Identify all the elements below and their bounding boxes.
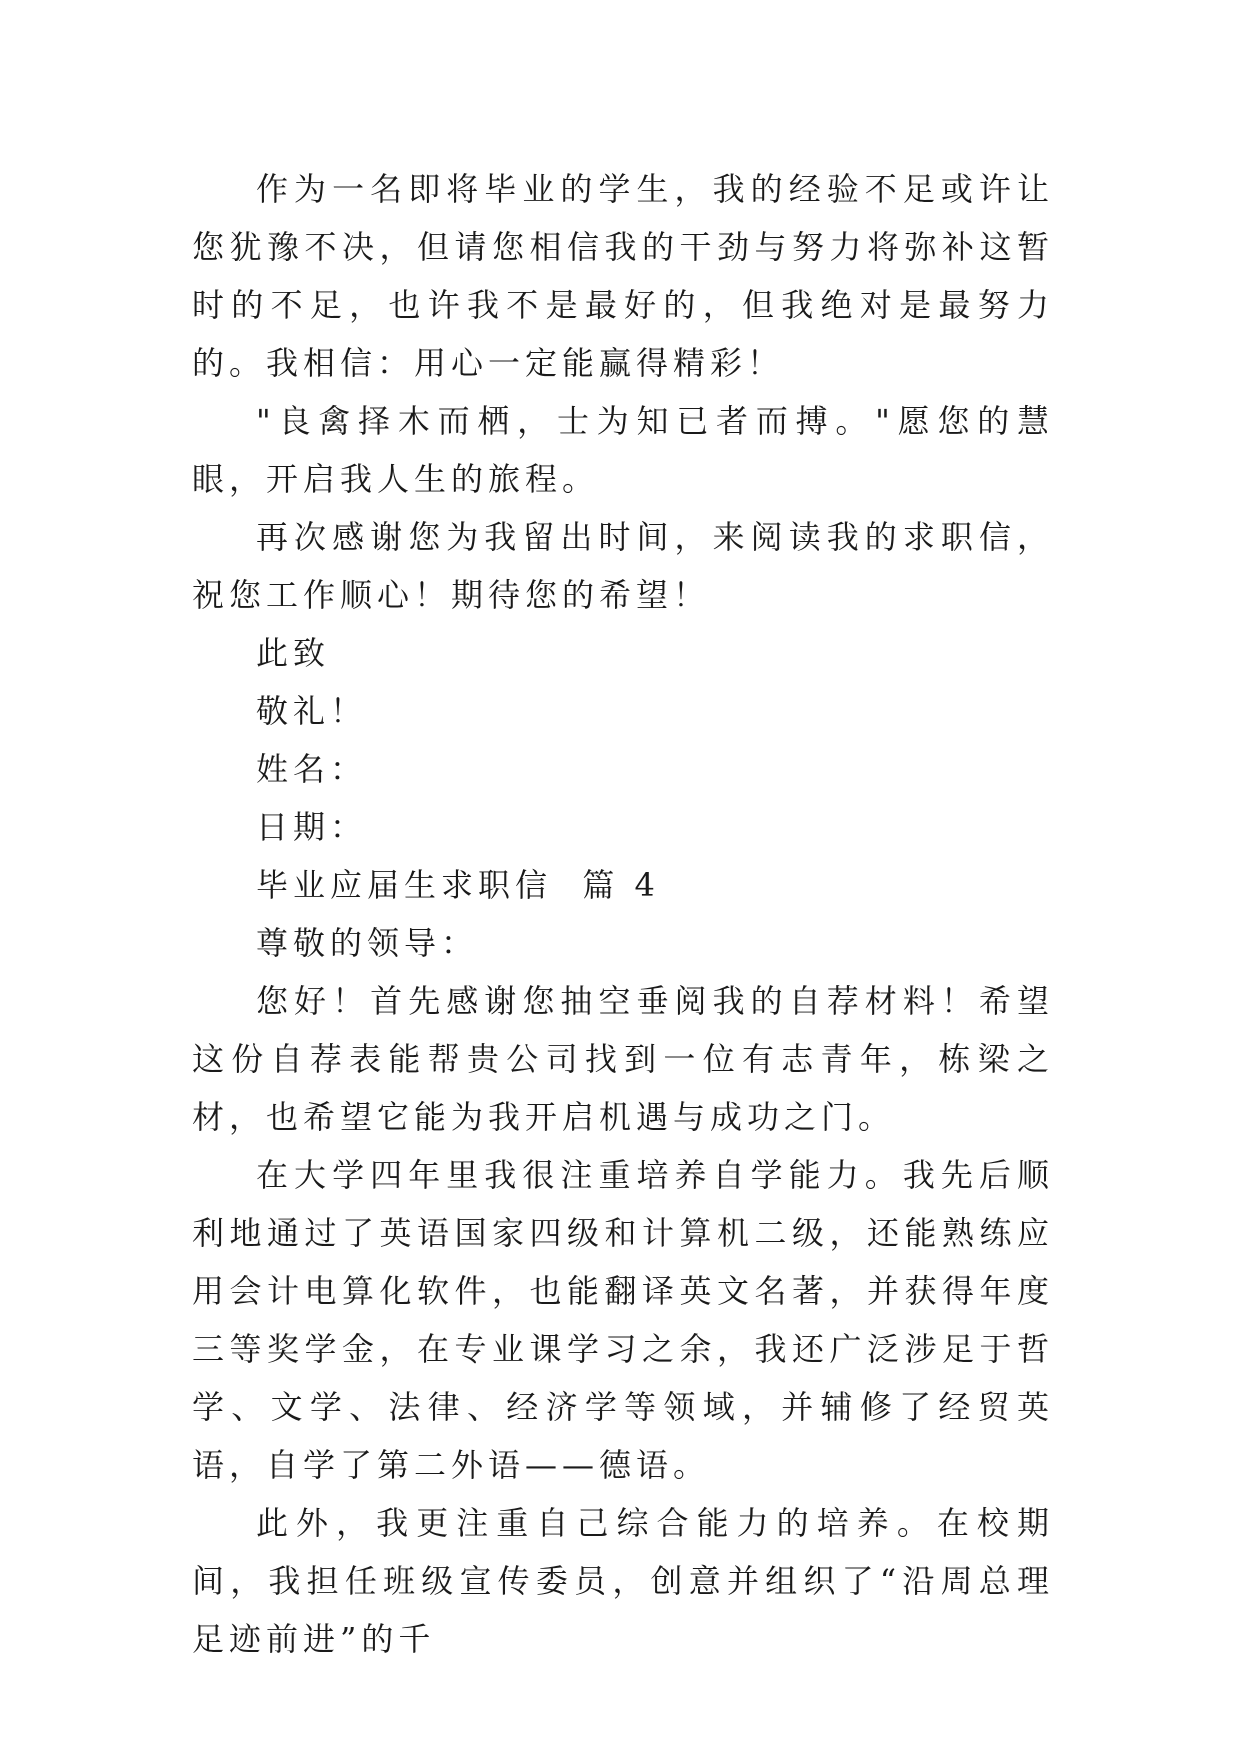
paragraph-thanks: 再次感谢您为我留出时间，来阅读我的求职信，祝您工作顺心！期待您的希望！: [192, 518, 1054, 614]
section-heading: 毕业应届生求职信 篇 4: [256, 866, 660, 904]
closing-cizhi: 此致: [256, 634, 331, 672]
paragraph-study: 在大学四年里我很注重培养自学能力。我先后顺利地通过了英语国家四级和计算机二级，还能熟练应用会计电算化软件，也能翻译英文名著，并获得年度三等奖学金，在专业课学习之余，我还广泛涉足于哲学、文学、法律、经济学等领域，并辅修了经贸英语，自学了第二外语——德语。: [192, 1156, 1054, 1484]
signature-name: 姓名：: [256, 750, 368, 788]
paragraph-quote: "良禽择木而栖，士为知已者而搏。"愿您的慧眼，开启我人生的旅程。: [192, 402, 1054, 498]
paragraph-inexperience: 作为一名即将毕业的学生，我的经验不足或许让您犹豫不决，但请您相信我的干劲与努力将弥补这暂时的不足，也许我不是最好的，但我绝对是最努力的。我相信：用心一定能赢得精彩！: [192, 170, 1054, 382]
salutation: 尊敬的领导：: [256, 924, 479, 962]
signature-date: 日期：: [256, 808, 368, 846]
paragraph-abilities: 此外，我更注重自己综合能力的培养。在校期间，我担任班级宣传委员，创意并组织了“沿周总理足迹前进”的千: [192, 1504, 1054, 1658]
closing-jingli: 敬礼！: [256, 692, 368, 730]
document-page: [192, 160, 1054, 1668]
paragraph-greeting: 您好！首先感谢您抽空垂阅我的自荐材料！希望这份自荐表能帮贵公司找到一位有志青年，栋梁之材，也希望它能为我开启机遇与成功之门。: [192, 982, 1054, 1136]
